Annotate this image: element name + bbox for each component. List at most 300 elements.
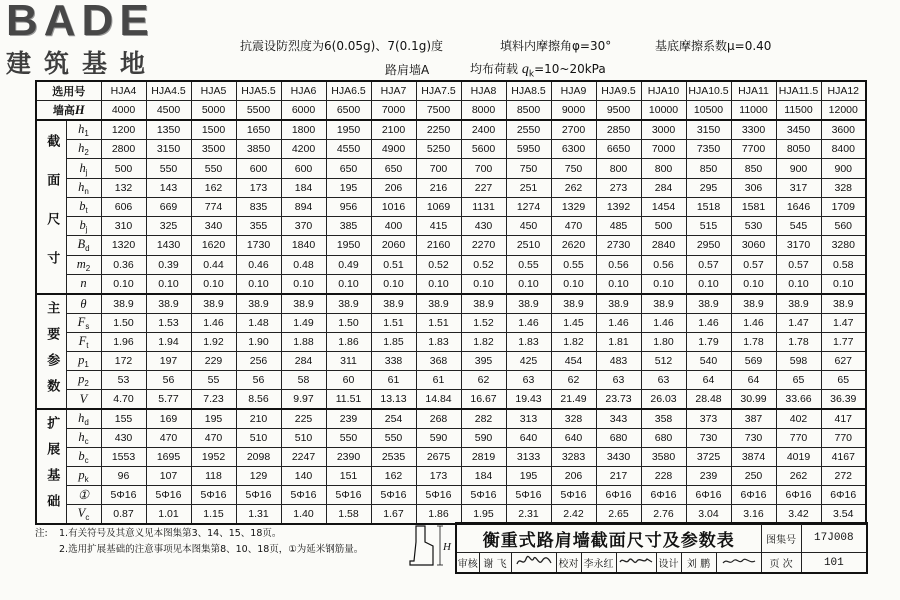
value-cell: 700	[461, 159, 506, 178]
wall-height-cell: 10000	[641, 101, 686, 121]
value-cell: 1518	[686, 197, 731, 216]
value-cell: 62	[461, 371, 506, 390]
value-cell: 262	[551, 178, 596, 197]
value-cell: 550	[371, 429, 416, 448]
value-cell: 0.55	[506, 255, 551, 274]
value-cell: 1.82	[551, 333, 596, 352]
value-cell: 63	[641, 371, 686, 390]
value-cell: 129	[236, 467, 281, 486]
value-cell: 151	[326, 467, 371, 486]
value-cell: 2250	[416, 120, 461, 140]
designer-signature-cell	[716, 553, 761, 574]
value-cell: 512	[641, 352, 686, 371]
value-cell: 33.66	[776, 390, 821, 410]
value-cell: 38.9	[731, 294, 776, 314]
value-cell: 2550	[506, 120, 551, 140]
value-cell: 216	[416, 178, 461, 197]
value-cell: 1.86	[416, 505, 461, 525]
value-cell: 5Φ16	[281, 486, 326, 505]
value-cell: 311	[326, 352, 371, 371]
value-cell: 680	[596, 429, 641, 448]
symbol-letter: h	[78, 122, 85, 137]
value-cell: 5Φ16	[326, 486, 371, 505]
value-cell: 1.67	[371, 505, 416, 525]
group-label-cell	[36, 120, 66, 294]
wall-height-cell: 9000	[551, 101, 596, 121]
value-cell: 430	[461, 217, 506, 236]
value-cell: 500	[641, 217, 686, 236]
value-cell: 0.10	[236, 274, 281, 294]
value-cell: 118	[191, 467, 236, 486]
value-cell: 36.39	[821, 390, 866, 410]
symbol-subscript: k	[84, 475, 89, 485]
value-cell: 3500	[191, 140, 236, 159]
symbol-letter: h	[78, 429, 85, 444]
value-cell: 38.9	[776, 294, 821, 314]
value-cell: 1350	[146, 120, 191, 140]
selection-label: 选用号	[36, 81, 101, 101]
value-cell: 1.46	[731, 314, 776, 333]
value-cell: 6Φ16	[686, 486, 731, 505]
row-symbol	[66, 294, 101, 314]
wall-height-cell: 7500	[416, 101, 461, 121]
value-cell: 173	[416, 467, 461, 486]
value-cell: 5Φ16	[506, 486, 551, 505]
value-cell: 640	[551, 429, 596, 448]
value-cell: 1274	[506, 197, 551, 216]
value-cell: 0.49	[326, 255, 371, 274]
value-cell: 55	[191, 371, 236, 390]
value-cell: 1.31	[236, 505, 281, 525]
table-row	[36, 371, 866, 390]
value-cell: 1.46	[191, 314, 236, 333]
value-cell: 0.56	[596, 255, 641, 274]
load-subscript: k	[528, 69, 535, 80]
column-header: HJA11.5	[776, 81, 821, 101]
wall-height-cell: 4500	[146, 101, 191, 121]
row-symbol	[66, 178, 101, 197]
reviewer-signature-cell	[511, 553, 556, 574]
value-cell: 1.46	[686, 314, 731, 333]
value-cell: 38.9	[506, 294, 551, 314]
value-cell: 540	[686, 352, 731, 371]
value-cell: 6650	[596, 140, 641, 159]
value-cell: 256	[236, 352, 281, 371]
value-cell: 2.42	[551, 505, 596, 525]
symbol-subscript: d	[84, 418, 89, 428]
value-cell: 2850	[596, 120, 641, 140]
value-cell: 1430	[146, 236, 191, 255]
value-cell: 8400	[821, 140, 866, 159]
value-cell: 3430	[596, 448, 641, 467]
value-cell: 13.13	[371, 390, 416, 410]
symbol-letter: V	[77, 505, 86, 520]
value-cell: 229	[191, 352, 236, 371]
checker-signature	[618, 553, 654, 569]
fill-friction-angle: 填料内摩擦角φ=30°	[500, 39, 612, 53]
value-cell: 38.9	[596, 294, 641, 314]
value-cell: 217	[596, 467, 641, 486]
value-cell: 4019	[776, 448, 821, 467]
value-cell: 254	[371, 409, 416, 429]
value-cell: 1709	[821, 197, 866, 216]
value-cell: 0.56	[641, 255, 686, 274]
load-symbol: q	[521, 62, 529, 77]
row-symbol	[66, 314, 101, 333]
reviewer-name: 谢 飞	[479, 553, 511, 574]
value-cell: 132	[101, 178, 146, 197]
value-cell: 3600	[821, 120, 866, 140]
value-cell: 956	[326, 197, 371, 216]
value-cell: 2675	[416, 448, 461, 467]
value-cell: 1.50	[326, 314, 371, 333]
value-cell: 284	[281, 352, 326, 371]
value-cell: 38.9	[146, 294, 191, 314]
load-value: =10~20kPa	[534, 62, 606, 76]
value-cell: 3.04	[686, 505, 731, 525]
value-cell: 295	[686, 178, 731, 197]
value-cell: 1695	[146, 448, 191, 467]
value-cell: 5Φ16	[551, 486, 596, 505]
value-cell: 5Φ16	[416, 486, 461, 505]
value-cell: 1131	[461, 197, 506, 216]
symbol-letter: ①	[77, 488, 90, 502]
value-cell: 38.9	[821, 294, 866, 314]
atlas-number-label: 图集号	[761, 523, 801, 553]
value-cell: 2700	[551, 120, 596, 140]
symbol-letter: b	[79, 198, 86, 213]
value-cell: 600	[236, 159, 281, 178]
table-row	[36, 120, 866, 140]
value-cell: 3.16	[731, 505, 776, 525]
table-row	[36, 197, 866, 216]
value-cell: 1.79	[686, 333, 731, 352]
value-cell: 800	[641, 159, 686, 178]
value-cell: 1.83	[506, 333, 551, 352]
value-cell: 1.51	[371, 314, 416, 333]
value-cell: 1200	[101, 120, 146, 140]
value-cell: 61	[371, 371, 416, 390]
value-cell: 1.49	[281, 314, 326, 333]
value-cell: 800	[596, 159, 641, 178]
value-cell: 3283	[551, 448, 596, 467]
symbol-letter: b	[78, 448, 85, 463]
parameter-table	[35, 80, 867, 525]
value-cell: 2819	[461, 448, 506, 467]
value-cell: 0.48	[281, 255, 326, 274]
table-row	[36, 236, 866, 255]
value-cell: 2160	[416, 236, 461, 255]
value-cell: 590	[416, 429, 461, 448]
value-cell: 550	[146, 159, 191, 178]
value-cell: 0.57	[776, 255, 821, 274]
value-cell: 63	[596, 371, 641, 390]
row-symbol	[66, 333, 101, 352]
value-cell: 313	[506, 409, 551, 429]
value-cell: 5Φ16	[236, 486, 281, 505]
value-cell: 172	[101, 352, 146, 371]
value-cell: 2510	[506, 236, 551, 255]
value-cell: 227	[461, 178, 506, 197]
value-cell: 1.50	[101, 314, 146, 333]
value-cell: 30.99	[731, 390, 776, 410]
column-header: HJA9.5	[596, 81, 641, 101]
symbol-letter: h	[78, 141, 85, 156]
value-cell: 402	[776, 409, 821, 429]
value-cell: 650	[326, 159, 371, 178]
value-cell: 3.42	[776, 505, 821, 525]
value-cell: 38.9	[371, 294, 416, 314]
value-cell: 26.03	[641, 390, 686, 410]
value-cell: 38.9	[416, 294, 461, 314]
table-row	[36, 429, 866, 448]
value-cell: 9.97	[281, 390, 326, 410]
value-cell: 1.46	[506, 314, 551, 333]
value-cell: 0.51	[371, 255, 416, 274]
value-cell: 169	[146, 409, 191, 429]
table-row	[36, 274, 866, 294]
value-cell: 1952	[191, 448, 236, 467]
value-cell: 184	[281, 178, 326, 197]
table-row	[36, 159, 866, 178]
row-symbol	[66, 352, 101, 371]
load-label: 均布荷载	[470, 62, 519, 76]
wall-height-cell: 5500	[236, 101, 281, 121]
table-row	[36, 333, 866, 352]
value-cell: 900	[821, 159, 866, 178]
symbol-subscript: c	[84, 456, 89, 466]
value-cell: 310	[101, 217, 146, 236]
wall-height-cell: 4000	[101, 101, 146, 121]
table-row	[36, 467, 866, 486]
symbol-letter: B	[77, 237, 86, 252]
value-cell: 1730	[236, 236, 281, 255]
value-cell: 669	[146, 197, 191, 216]
value-cell: 1.40	[281, 505, 326, 525]
value-cell: 400	[371, 217, 416, 236]
value-cell: 38.9	[281, 294, 326, 314]
value-cell: 355	[236, 217, 281, 236]
value-cell: 700	[416, 159, 461, 178]
value-cell: 415	[416, 217, 461, 236]
value-cell: 0.39	[146, 255, 191, 274]
value-cell: 3874	[731, 448, 776, 467]
value-cell: 0.10	[461, 274, 506, 294]
value-cell: 38.9	[641, 294, 686, 314]
value-cell: 0.10	[416, 274, 461, 294]
logo-latin: BADE	[6, 0, 155, 45]
column-header: HJA11	[731, 81, 776, 101]
value-cell: 0.57	[731, 255, 776, 274]
value-cell: 1581	[731, 197, 776, 216]
value-cell: 510	[236, 429, 281, 448]
column-header: HJA6.5	[326, 81, 371, 101]
value-cell: 56	[236, 371, 281, 390]
value-cell: 569	[731, 352, 776, 371]
value-cell: 328	[821, 178, 866, 197]
value-cell: 65	[776, 371, 821, 390]
table-row	[36, 486, 866, 505]
value-cell: 1.51	[416, 314, 461, 333]
value-cell: 58	[281, 371, 326, 390]
value-cell: 0.10	[371, 274, 416, 294]
row-symbol	[66, 486, 101, 505]
uniform-load	[470, 60, 606, 79]
symbol-subscript: 2	[85, 263, 91, 273]
symbol-letter: p	[78, 371, 85, 386]
value-cell: 0.10	[551, 274, 596, 294]
value-cell: 262	[776, 467, 821, 486]
value-cell: 96	[101, 467, 146, 486]
value-cell: 1.01	[146, 505, 191, 525]
column-header: HJA4	[101, 81, 146, 101]
wall-section-diagram	[404, 521, 452, 571]
value-cell: 210	[236, 409, 281, 429]
value-cell: 515	[686, 217, 731, 236]
value-cell: 387	[731, 409, 776, 429]
value-cell: 3580	[641, 448, 686, 467]
value-cell: 2.31	[506, 505, 551, 525]
wall-height-cell: 8500	[506, 101, 551, 121]
value-cell: 195	[506, 467, 551, 486]
value-cell: 239	[686, 467, 731, 486]
wall-height-cell: 12000	[821, 101, 866, 121]
symbol-subscript: c	[84, 437, 89, 447]
value-cell: 2840	[641, 236, 686, 255]
symbol-subscript: t	[86, 341, 89, 351]
height-dimension-label: H	[443, 541, 451, 553]
group-label-cell	[36, 294, 66, 409]
value-cell: 64	[686, 371, 731, 390]
wall-height-cell: 8000	[461, 101, 506, 121]
designer-name: 刘 鹏	[681, 553, 716, 574]
symbol-letter: h	[78, 179, 85, 194]
value-cell: 483	[596, 352, 641, 371]
table-row	[36, 352, 866, 371]
value-cell: 0.44	[191, 255, 236, 274]
value-cell: 1.45	[551, 314, 596, 333]
value-cell: 425	[506, 352, 551, 371]
value-cell: 850	[731, 159, 776, 178]
value-cell: 6Φ16	[776, 486, 821, 505]
value-cell: 1.77	[821, 333, 866, 352]
value-cell: 606	[101, 197, 146, 216]
value-cell: 6Φ16	[641, 486, 686, 505]
value-cell: 1069	[416, 197, 461, 216]
header-row-selection	[36, 81, 866, 101]
wall-height-cell: 7000	[371, 101, 416, 121]
value-cell: 11.51	[326, 390, 371, 410]
value-cell: 1.46	[641, 314, 686, 333]
value-cell: 730	[686, 429, 731, 448]
row-symbol	[66, 467, 101, 486]
value-cell: 0.10	[821, 274, 866, 294]
value-cell: 3725	[686, 448, 731, 467]
value-cell: 5600	[461, 140, 506, 159]
value-cell: 373	[686, 409, 731, 429]
value-cell: 14.84	[416, 390, 461, 410]
value-cell: 5250	[416, 140, 461, 159]
value-cell: 2400	[461, 120, 506, 140]
value-cell: 38.9	[326, 294, 371, 314]
value-cell: 680	[641, 429, 686, 448]
symbol-subscript: c	[85, 513, 90, 523]
value-cell: 317	[776, 178, 821, 197]
value-cell: 162	[371, 467, 416, 486]
value-cell: 1.90	[236, 333, 281, 352]
value-cell: 7700	[731, 140, 776, 159]
value-cell: 650	[371, 159, 416, 178]
value-cell: 2800	[101, 140, 146, 159]
wall-profile-shape	[410, 526, 433, 565]
value-cell: 3170	[776, 236, 821, 255]
value-cell: 284	[641, 178, 686, 197]
row-symbol	[66, 140, 101, 159]
value-cell: 750	[551, 159, 596, 178]
note-line-2: 2.选用扩展基础的注意事项见本图集第8、10、18页，①为延米钢筋量。	[59, 544, 364, 555]
seismic-intensity: 抗震设防烈度为6(0.05g)、7(0.1g)度	[240, 39, 444, 53]
column-header: HJA7	[371, 81, 416, 101]
base-friction-coefficient: 基底摩擦系数μ=0.40	[655, 39, 772, 53]
value-cell: 1329	[551, 197, 596, 216]
value-cell: 5Φ16	[371, 486, 416, 505]
value-cell: 162	[191, 178, 236, 197]
symbol-letter: h	[78, 410, 85, 425]
value-cell: 38.9	[461, 294, 506, 314]
designer-signature	[719, 553, 759, 569]
check-label: 校对	[556, 553, 581, 574]
value-cell: 640	[506, 429, 551, 448]
row-symbol	[66, 371, 101, 390]
title-block	[455, 522, 868, 574]
value-cell: 1.46	[596, 314, 641, 333]
checker-signature-cell	[616, 553, 656, 574]
value-cell: 730	[731, 429, 776, 448]
symbol-letter: θ	[80, 296, 87, 311]
value-cell: 1.58	[326, 505, 371, 525]
value-cell: 0.10	[281, 274, 326, 294]
wall-type: 路肩墙A	[385, 63, 430, 77]
value-cell: 450	[506, 217, 551, 236]
column-header: HJA7.5	[416, 81, 461, 101]
value-cell: 368	[416, 352, 461, 371]
value-cell: 206	[371, 178, 416, 197]
value-cell: 1016	[371, 197, 416, 216]
value-cell: 1.52	[461, 314, 506, 333]
column-header: HJA5.5	[236, 81, 281, 101]
value-cell: 2730	[596, 236, 641, 255]
row-symbol	[66, 390, 101, 410]
symbol-subscript: 2	[84, 148, 89, 158]
symbol-letter: m	[76, 256, 86, 271]
table-row	[36, 217, 866, 236]
value-cell: 2100	[371, 120, 416, 140]
wall-height-cell: 5000	[191, 101, 236, 121]
value-cell: 2.76	[641, 505, 686, 525]
value-cell: 1.82	[461, 333, 506, 352]
value-cell: 0.36	[101, 255, 146, 274]
value-cell: 385	[326, 217, 371, 236]
value-cell: 328	[551, 409, 596, 429]
value-cell: 28.48	[686, 390, 731, 410]
notes	[35, 526, 363, 558]
value-cell: 850	[686, 159, 731, 178]
value-cell: 1500	[191, 120, 236, 140]
value-cell: 770	[776, 429, 821, 448]
design-label: 设计	[656, 553, 681, 574]
value-cell: 7000	[641, 140, 686, 159]
value-cell: 21.49	[551, 390, 596, 410]
